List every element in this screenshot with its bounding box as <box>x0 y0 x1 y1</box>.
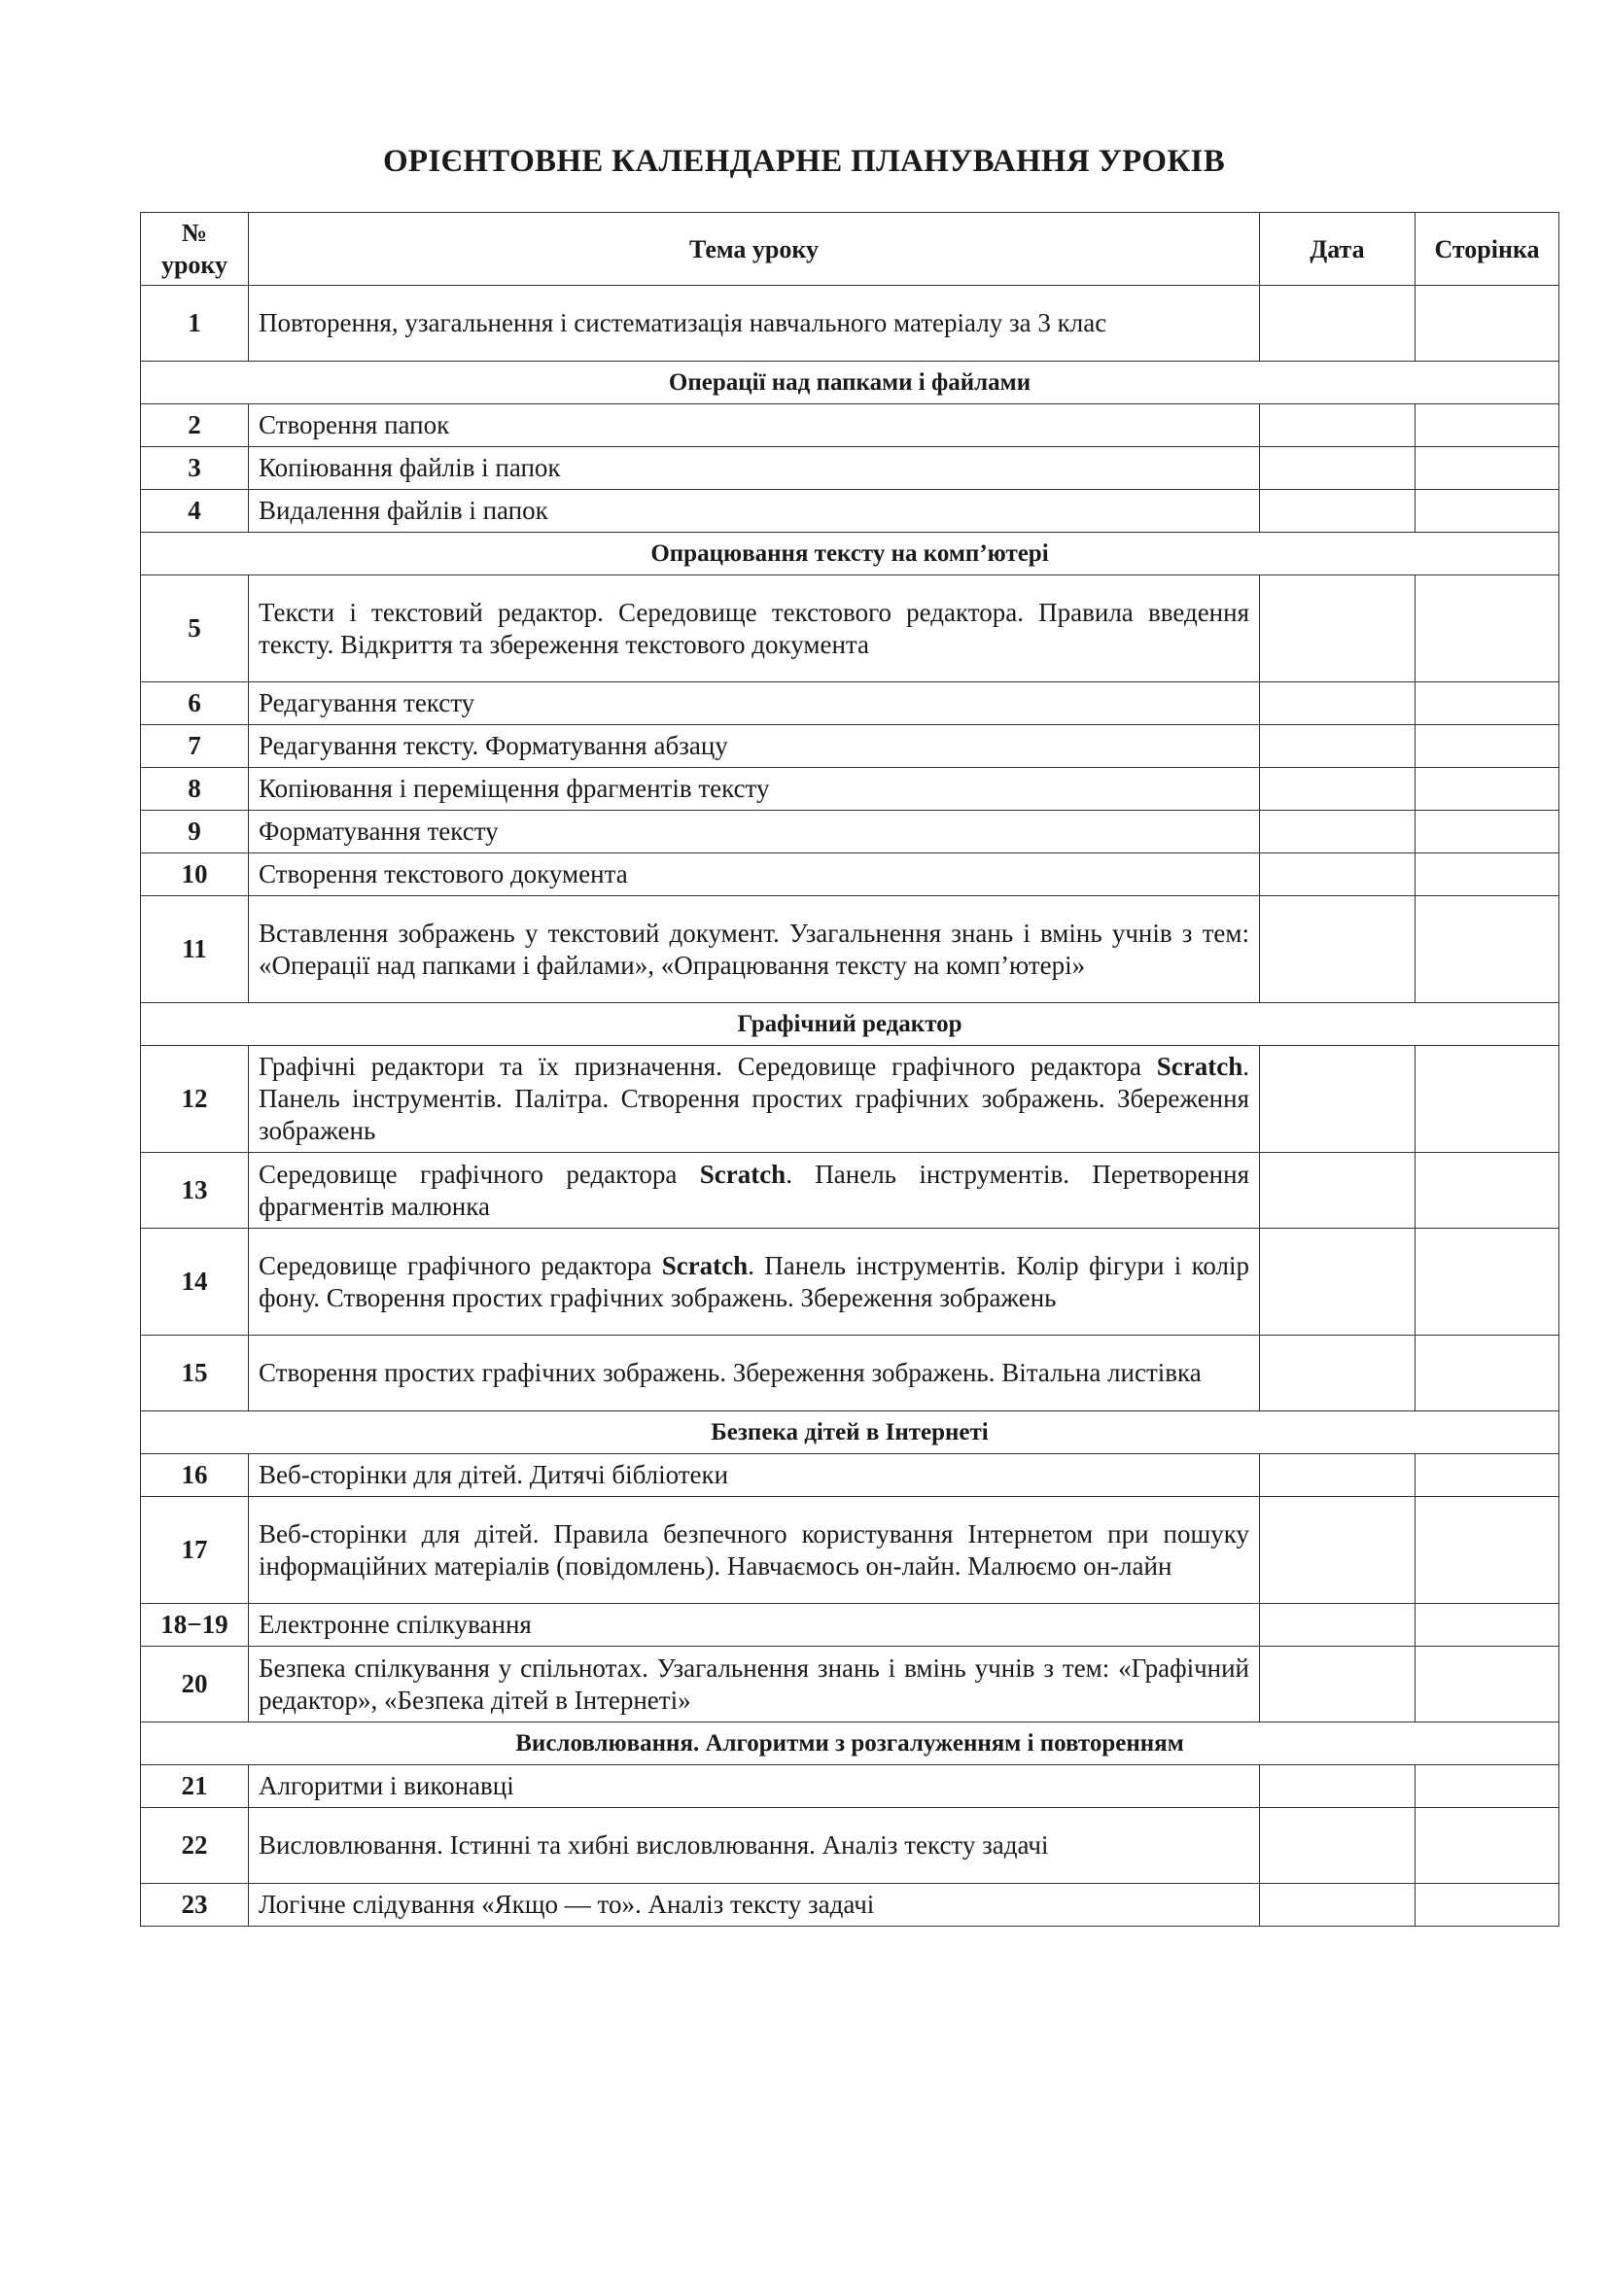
lesson-topic: Створення текстового документа <box>249 853 1260 896</box>
lesson-topic <box>249 1046 1260 1153</box>
lesson-number: 6 <box>141 682 249 725</box>
date-cell <box>1260 896 1416 1003</box>
date-cell <box>1260 768 1416 811</box>
lesson-number: 11 <box>141 896 249 1003</box>
date-cell <box>1260 1808 1416 1884</box>
lesson-number: 12 <box>141 1046 249 1153</box>
date-cell <box>1260 286 1416 362</box>
section-title: Операції над папками і файлами <box>141 362 1559 404</box>
date-cell <box>1260 725 1416 768</box>
page-title: ОРІЄНТОВНЕ КАЛЕНДАРНЕ ПЛАНУВАННЯ УРОКІВ <box>382 144 1226 179</box>
page-cell <box>1416 1884 1559 1927</box>
topic-text: . Панель інструментів. Палітра. Створення простих графічних зображень. Збереження зображень <box>259 1052 1249 1145</box>
lesson-number: 1 <box>141 286 249 362</box>
page-cell <box>1416 1497 1559 1604</box>
date-cell <box>1260 1229 1416 1336</box>
lesson-number: 17 <box>141 1497 249 1604</box>
date-cell <box>1260 1454 1416 1497</box>
table-row <box>141 811 1559 853</box>
date-cell <box>1260 1046 1416 1153</box>
lesson-topic: Веб-сторінки для дітей. Дитячі бібліотеки <box>249 1454 1260 1497</box>
lesson-number: 7 <box>141 725 249 768</box>
lesson-number: 9 <box>141 811 249 853</box>
lesson-topic: Видалення файлів і папок <box>249 490 1260 533</box>
lesson-number: 21 <box>141 1765 249 1808</box>
header-lesson-topic: Тема уроку <box>249 213 1260 286</box>
section-row <box>141 533 1559 575</box>
lesson-topic: Редагування тексту <box>249 682 1260 725</box>
table-row <box>141 1765 1559 1808</box>
table-row <box>141 682 1559 725</box>
date-cell <box>1260 1153 1416 1229</box>
page-cell <box>1416 682 1559 725</box>
page-cell <box>1416 1454 1559 1497</box>
lesson-number: 4 <box>141 490 249 533</box>
date-cell <box>1260 1647 1416 1722</box>
page-cell <box>1416 490 1559 533</box>
lesson-topic: Електронне спілкування <box>249 1604 1260 1647</box>
header-date: Дата <box>1260 213 1416 286</box>
lesson-topic: Повторення, узагальнення і систематизація навчального матеріалу за 3 клас <box>249 286 1260 362</box>
lesson-plan-table <box>140 212 1559 1927</box>
app-name: Scratch <box>661 1250 749 1280</box>
page-cell <box>1416 811 1559 853</box>
lesson-topic: Веб-сторінки для дітей. Правила безпечного користування Інтернетом при пошуку інформаційних матеріалів (повідомлень). Навчаємось он-лайн. Малюємо он-лайн <box>249 1497 1260 1604</box>
lesson-number: 16 <box>141 1454 249 1497</box>
lesson-topic: Редагування тексту. Форматування абзацу <box>249 725 1260 768</box>
topic-text: Середовище графічного редактора <box>259 1159 700 1189</box>
table-row <box>141 490 1559 533</box>
date-cell <box>1260 447 1416 490</box>
page-cell <box>1416 1046 1559 1153</box>
date-cell <box>1260 811 1416 853</box>
section-row <box>141 362 1559 404</box>
lesson-topic: Копіювання і переміщення фрагментів тексту <box>249 768 1260 811</box>
date-cell <box>1260 1765 1416 1808</box>
lesson-number: 22 <box>141 1808 249 1884</box>
table-row <box>141 896 1559 1003</box>
lesson-topic <box>249 1229 1260 1336</box>
topic-text: Графічні редактори та їх призначення. Середовище графічного редактора <box>259 1052 1157 1081</box>
section-title: Графічний редактор <box>141 1003 1559 1046</box>
table-row <box>141 1046 1559 1153</box>
section-row <box>141 1722 1559 1765</box>
date-cell <box>1260 404 1416 447</box>
lesson-number: 5 <box>141 575 249 682</box>
topic-text: . Панель інструментів. Колір фігури і колір фону. Створення простих графічних зображень. Збереження зображень <box>259 1250 1250 1312</box>
lesson-topic: Форматування тексту <box>249 811 1260 853</box>
date-cell <box>1260 1604 1416 1647</box>
lesson-topic <box>249 1153 1260 1229</box>
page-cell <box>1416 725 1559 768</box>
section-title: Опрацювання тексту на комп’ютері <box>141 533 1559 575</box>
app-name: Scratch <box>699 1159 787 1189</box>
lesson-number: 8 <box>141 768 249 811</box>
lesson-number: 2 <box>141 404 249 447</box>
table-row <box>141 447 1559 490</box>
section-row <box>141 1003 1559 1046</box>
table-row <box>141 1153 1559 1229</box>
table-row <box>141 1884 1559 1927</box>
page-cell <box>1416 1229 1559 1336</box>
lesson-number: 10 <box>141 853 249 896</box>
lesson-number: 13 <box>141 1153 249 1229</box>
table-row <box>141 1336 1559 1411</box>
page-cell <box>1416 1808 1559 1884</box>
date-cell <box>1260 490 1416 533</box>
lesson-number: 23 <box>141 1884 249 1927</box>
lesson-topic: Створення папок <box>249 404 1260 447</box>
page-cell <box>1416 1153 1559 1229</box>
lesson-number: 3 <box>141 447 249 490</box>
page-cell <box>1416 404 1559 447</box>
lesson-topic: Алгоритми і виконавці <box>249 1765 1260 1808</box>
table-row <box>141 853 1559 896</box>
page-cell <box>1416 768 1559 811</box>
date-cell <box>1260 1884 1416 1927</box>
table-row <box>141 1497 1559 1604</box>
header-page: Сторінка <box>1416 213 1559 286</box>
page-cell <box>1416 1647 1559 1722</box>
lesson-number: 20 <box>141 1647 249 1722</box>
date-cell <box>1260 1497 1416 1604</box>
lesson-topic: Логічне слідування «Якщо — то». Аналіз тексту задачі <box>249 1884 1260 1927</box>
section-row <box>141 1411 1559 1454</box>
page-cell <box>1416 1765 1559 1808</box>
table-header-row <box>141 213 1559 286</box>
table-row <box>141 768 1559 811</box>
lesson-number: 14 <box>141 1229 249 1336</box>
app-name: Scratch <box>1156 1052 1243 1081</box>
table-row <box>141 1647 1559 1722</box>
lesson-number: 18−19 <box>141 1604 249 1647</box>
lesson-topic: Тексти і текстовий редактор. Середовище текстового редактора. Правила введення тексту. Відкриття та збереження текстового документа <box>249 575 1260 682</box>
topic-text: Середовище графічного редактора <box>259 1250 662 1280</box>
lesson-topic: Копіювання файлів і папок <box>249 447 1260 490</box>
table-row <box>141 404 1559 447</box>
page-cell <box>1416 447 1559 490</box>
table-row <box>141 1808 1559 1884</box>
date-cell <box>1260 853 1416 896</box>
topic-text: . Панель інструментів. Перетворення фрагментів малюнка <box>259 1159 1249 1221</box>
table-row <box>141 1229 1559 1336</box>
date-cell <box>1260 682 1416 725</box>
page-cell <box>1416 286 1559 362</box>
page-cell <box>1416 896 1559 1003</box>
date-cell <box>1260 1336 1416 1411</box>
section-title: Безпека дітей в Інтернеті <box>141 1411 1559 1454</box>
header-lesson-number: № уроку <box>141 213 249 286</box>
page-cell <box>1416 575 1559 682</box>
lesson-topic: Висловлювання. Істинні та хибні висловлювання. Аналіз тексту задачі <box>249 1808 1260 1884</box>
page-cell <box>1416 1336 1559 1411</box>
page-cell <box>1416 853 1559 896</box>
table-row <box>141 575 1559 682</box>
table-row <box>141 1604 1559 1647</box>
date-cell <box>1260 575 1416 682</box>
lesson-topic: Вставлення зображень у текстовий документ. Узагальнення знань і вмінь учнів з тем: «Операції над папками і файлами», «Опрацювання тексту на комп’ютері» <box>249 896 1260 1003</box>
table-row <box>141 286 1559 362</box>
lesson-number: 15 <box>141 1336 249 1411</box>
lesson-topic: Створення простих графічних зображень. Збереження зображень. Вітальна листівка <box>249 1336 1260 1411</box>
table-row <box>141 725 1559 768</box>
table-row <box>141 1454 1559 1497</box>
page-cell <box>1416 1604 1559 1647</box>
lesson-topic: Безпека спілкування у спільнотах. Узагальнення знань і вмінь учнів з тем: «Графічний редактор», «Безпека дітей в Інтернеті» <box>249 1647 1260 1722</box>
section-title: Висловлювання. Алгоритми з розгалуженням і повторенням <box>141 1722 1559 1765</box>
